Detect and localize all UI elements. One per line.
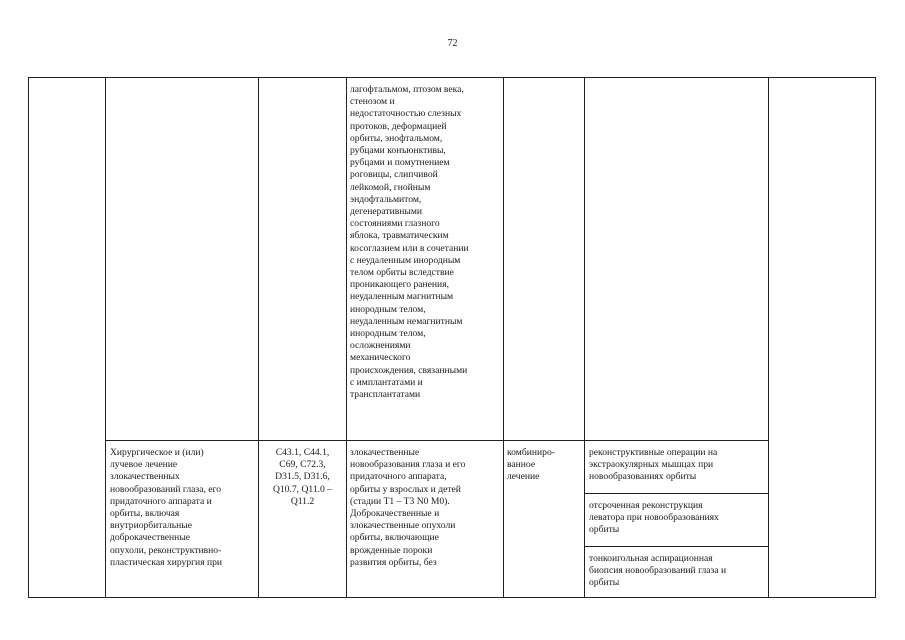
text-line: Доброкачественные и <box>350 508 440 520</box>
text-line: Q10.7, Q11.0 – <box>272 483 333 495</box>
method-divider <box>584 493 769 494</box>
text-line: врожденные пороки <box>350 544 433 556</box>
text-line: орбиты у взрослых и детей <box>350 483 461 495</box>
text-line: лечение <box>507 471 540 483</box>
text-line: комбиниро- <box>507 447 555 458</box>
text-line: эндофтальмитом, <box>350 193 422 205</box>
text-line: леватора при новообразованиях <box>589 512 719 524</box>
text-line: развития орбиты, без <box>350 556 437 568</box>
text-line: злокачественные <box>350 447 420 458</box>
text-line: с неудаленным инородным <box>350 254 461 266</box>
text-line: орбиты, энофтальмом, <box>350 132 443 144</box>
text-line: телом орбиты вследствие <box>350 267 454 279</box>
text-line: злокачественных <box>110 471 180 483</box>
column-divider <box>584 77 585 598</box>
text-line: (стадии T1 – T3 N0 M0). <box>350 495 450 507</box>
text-line: Q11.2 <box>290 495 315 507</box>
text-line: доброкачественные <box>110 532 191 544</box>
text-line: придаточного аппарата и <box>110 495 212 507</box>
text-line: новообразованиях орбиты <box>589 471 697 483</box>
column-divider <box>258 77 259 598</box>
text-line: инородным телом, <box>350 328 426 340</box>
cell-treatment-method <box>589 500 767 537</box>
text-line: тонкоигольная аспирационная <box>589 553 713 564</box>
table-border-right <box>875 77 876 598</box>
cell-treatment-type <box>507 447 583 484</box>
text-line: инородным телом, <box>350 303 426 315</box>
text-line: новообразований глаза, его <box>110 483 222 495</box>
cell-care-type <box>110 447 256 569</box>
column-divider <box>346 77 347 598</box>
text-line: придаточного аппарата, <box>350 471 447 483</box>
text-line: состояниями глазного <box>350 218 440 230</box>
cell-diagnosis-description <box>350 84 502 401</box>
text-line: с имплантатами и <box>350 376 423 388</box>
text-line: пластическая хирургия при <box>110 556 223 568</box>
text-line: новообразования глаза и его <box>350 459 466 471</box>
column-divider <box>503 77 504 598</box>
text-line: D31.5, D31.6, <box>275 471 330 483</box>
cell-treatment-method <box>589 553 767 590</box>
text-line: C69, C72.3, <box>279 459 326 471</box>
text-line: орбиты <box>589 577 620 589</box>
text-line: внутриорбитальные <box>110 520 192 532</box>
method-divider <box>584 546 769 547</box>
text-line: рубцами конъюнктивы, <box>350 145 446 157</box>
text-line: дегенеративными <box>350 206 423 218</box>
text-line: недостаточностью слезных <box>350 108 462 120</box>
text-line: роговицы, слипчивой <box>350 169 438 181</box>
text-line: орбиты, включая <box>110 508 180 520</box>
column-divider <box>768 77 769 598</box>
text-line: яблока, травматическим <box>350 230 449 242</box>
text-line: неудаленным магнитным <box>350 291 454 303</box>
text-line: биопсия новообразований глаза и <box>589 565 727 577</box>
table-border-bottom <box>28 597 876 598</box>
text-line: C43.1, C44.1, <box>275 447 330 458</box>
column-divider <box>105 77 106 598</box>
text-line: косоглазием или в сочетании <box>350 242 469 254</box>
text-line: трансплантатами <box>350 389 421 401</box>
text-line: осложнениями <box>350 340 411 352</box>
text-line: реконструктивные операции на <box>589 447 718 458</box>
page-number: 72 <box>447 38 458 49</box>
text-line: ванное <box>507 459 536 471</box>
text-line: протоков, деформацией <box>350 120 447 132</box>
text-line: неудаленным немагнитным <box>350 315 463 327</box>
row-divider <box>105 440 769 441</box>
cell-treatment-method <box>589 447 767 484</box>
text-line: злокачественные опухоли <box>350 520 456 532</box>
text-line: орбиты, включающие <box>350 532 439 544</box>
text-line: опухоли, реконструктивно- <box>110 544 222 556</box>
text-line: механического <box>350 352 411 364</box>
table-border-top <box>28 77 876 78</box>
text-line: экстраокулярных мышцах при <box>589 459 714 471</box>
text-line: лагофтальмом, птозом века, <box>350 84 464 95</box>
text-line: проникающего ранения, <box>350 279 450 291</box>
cell-icd-codes <box>259 447 346 508</box>
text-line: лучевое лечение <box>110 459 178 471</box>
cell-patient-model <box>350 447 502 569</box>
text-line: Хирургическое и (или) <box>110 447 204 458</box>
text-line: лейкомой, гнойным <box>350 181 431 193</box>
table-border-left <box>28 77 29 598</box>
text-line: орбиты <box>589 524 620 536</box>
text-line: происхождения, связанными <box>350 364 468 376</box>
text-line: рубцами и помутнением <box>350 157 450 169</box>
text-line: отсроченная реконструкция <box>589 500 703 511</box>
text-line: стенозом и <box>350 96 395 108</box>
